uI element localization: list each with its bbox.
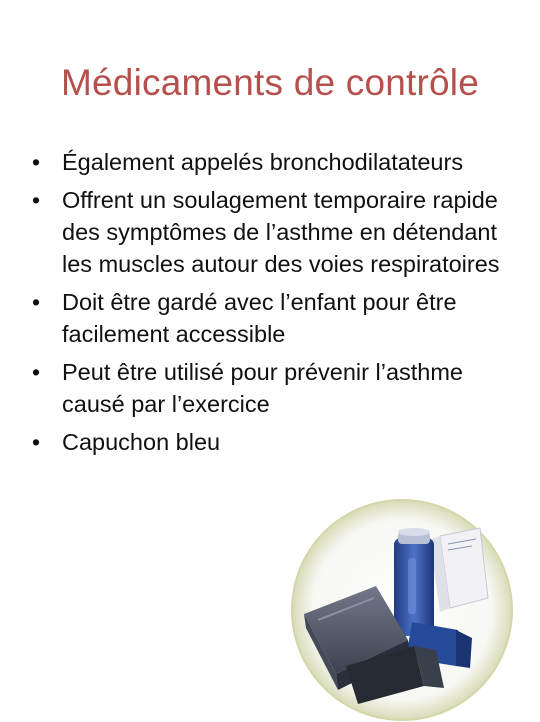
inhaler-photo: [290, 498, 514, 722]
medication-box: [430, 528, 488, 612]
bullet-text: Peut être utilisé pour prévenir l’asthme causé par l’exercice: [62, 359, 464, 417]
bullet-text: Capuchon bleu: [62, 429, 221, 455]
bullet-symbol: •: [32, 429, 41, 455]
bullet-item: [30, 356, 520, 420]
bullet-text: Également appelés bronchodilatateurs: [62, 149, 464, 175]
bullet-symbol: •: [32, 187, 41, 213]
slide-title: Médicaments de contrôle: [61, 62, 479, 103]
bullet-list: [30, 146, 520, 464]
bullet-symbol: •: [32, 359, 41, 385]
bullet-symbol: •: [32, 149, 41, 175]
bullet-text: Offrent un soulagement temporaire rapide des symptômes de l’asthme en détendant les muscles autour des voies respiratoires: [62, 187, 500, 277]
bullet-item: [30, 426, 520, 458]
inhaler-canister: [394, 528, 434, 636]
bullet-symbol: •: [32, 289, 41, 315]
bullet-item: [30, 184, 520, 280]
bullet-item: [30, 286, 520, 350]
bullet-item: [30, 146, 520, 178]
bullet-text: Doit être gardé avec l’enfant pour être facilement accessible: [62, 289, 457, 347]
